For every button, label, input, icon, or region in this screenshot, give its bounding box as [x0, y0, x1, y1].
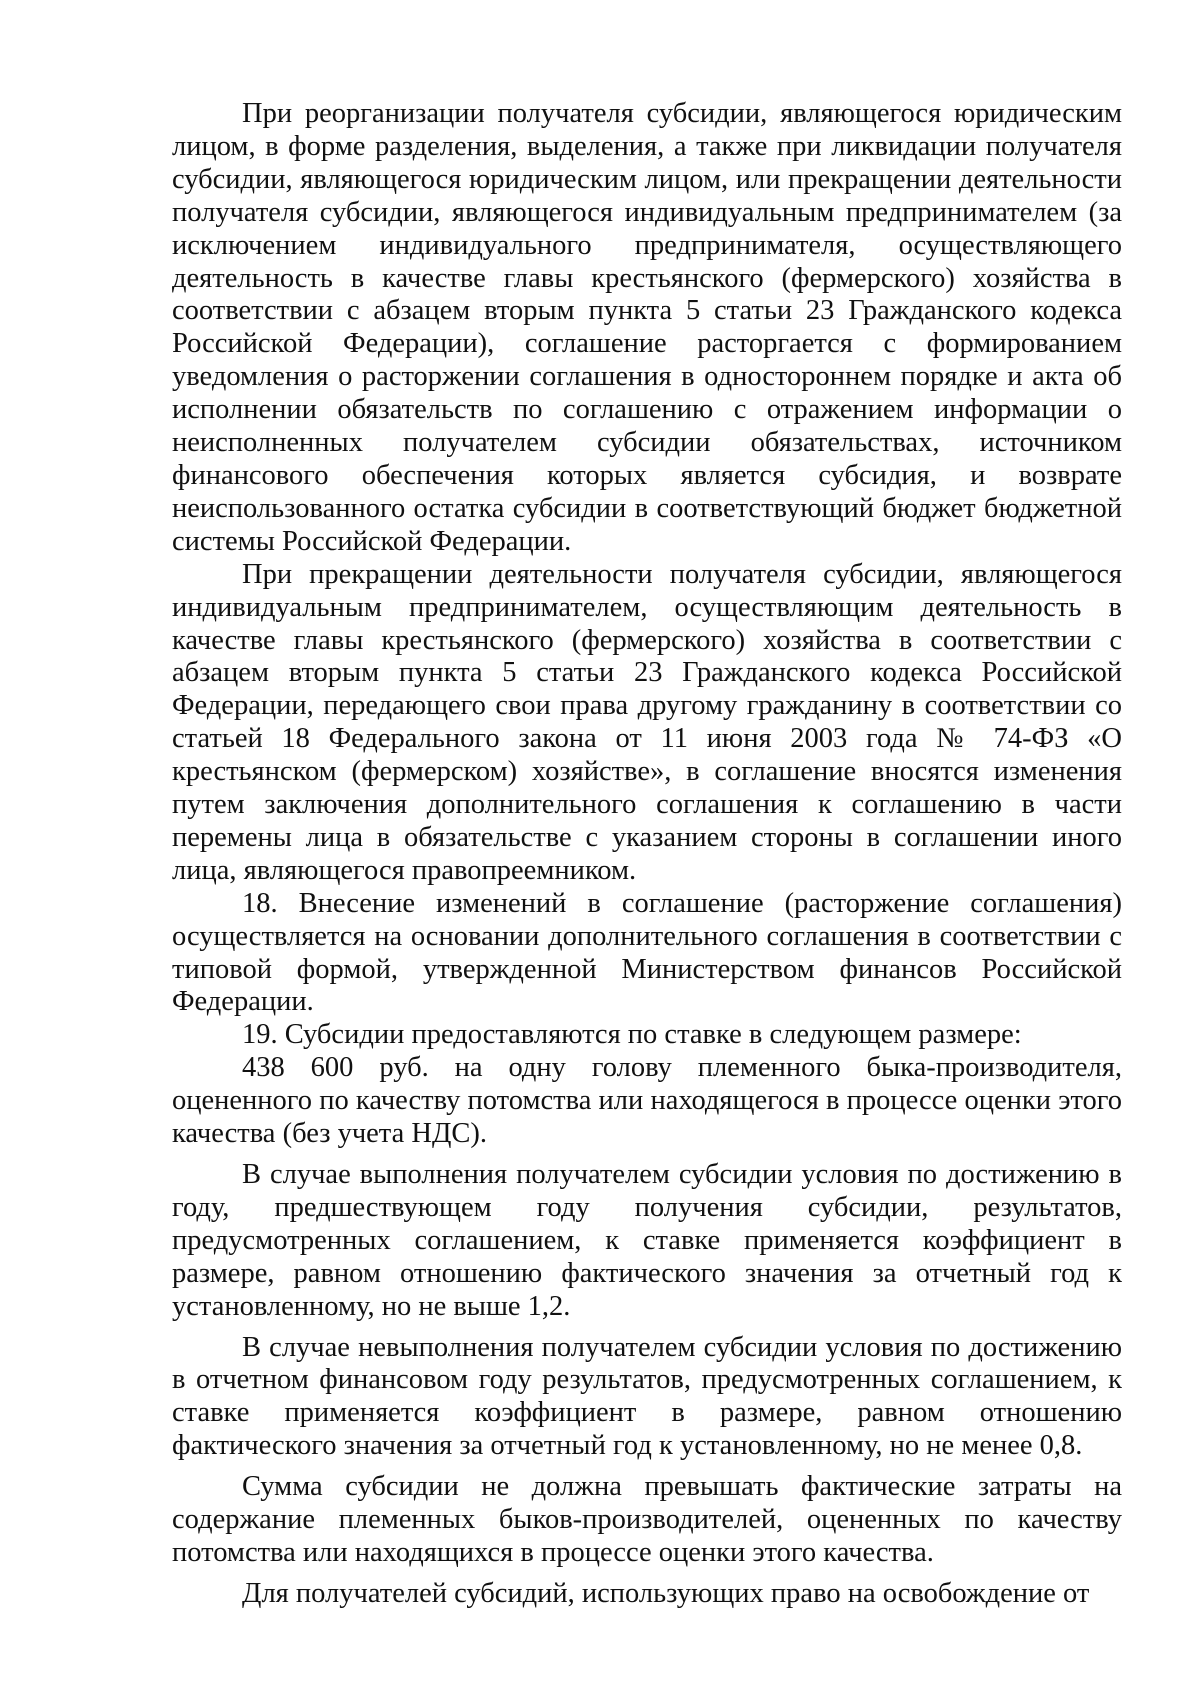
- paragraph-vat-exemption: Для получателей субсидий, использующих право на освобождение от: [242, 1577, 1090, 1609]
- paragraph-termination-farmer: При прекращении деятельности получателя субсидии, являющегося индивидуальным предпринимателем, осуществляющим деятельность в качестве главы крестьянского (фермерского) хозяйства в соответствии с абзацем вторым пункта 5 статьи 23 Гражданского кодекса Российской Федерации, передающего свои права другому гражданину в соответствии со статьей 18 Федерального закона от 11 июня 2003 года № 74-ФЗ «О крестьянском (фермерском) хозяйстве», в соглашение вносятся изменения путем заключения дополнительного соглашения к соглашению в части перемены лица в обязательстве с указанием стороны в соглашении иного лица, являющегося правопреемником.: [172, 558, 1122, 886]
- paragraph-item-18: 18. Внесение изменений в соглашение (расторжение соглашения) осуществляется на основании дополнительного соглашения в соответствии с типовой формой, утвержденной Министерством финансов Российской Федерации.: [172, 887, 1122, 1018]
- paragraph-item-19: 19. Субсидии предоставляются по ставке в следующем размере:: [242, 1019, 1022, 1051]
- paragraph-coefficient-fulfilled: В случае выполнения получателем субсидии условия по достижению в году, предшествующем году получения субсидии, результатов, предусмотренных соглашением, к ставке применяется коэффициент в размере, равном отношению фактического значения за отчетный год к установленному, но не выше 1,2.: [172, 1159, 1122, 1322]
- paragraph-subsidy-limit: Сумма субсидии не должна превышать фактические затраты на содержание племенных быков-производителей, оцененных по качеству потомства или находящихся в процессе оценки этого качества.: [172, 1471, 1122, 1568]
- paragraph-rate: 438 600 руб. на одну голову племенного быка-производителя, оцененного по качеству потомства или находящегося в процессе оценки этого качества (без учета НДС).: [172, 1052, 1122, 1150]
- document-page: [172, 98, 1122, 1611]
- paragraph-coefficient-unfulfilled: В случае невыполнения получателем субсидии условия по достижению в отчетном финансовом году результатов, предусмотренных соглашением, к ставке применяется коэффициент в размере, равном отношению фактического значения за отчетный год к установленному, но не менее 0,8.: [172, 1331, 1122, 1462]
- paragraph-reorganization: При реорганизации получателя субсидии, являющегося юридическим лицом, в форме разделения, выделения, а также при ликвидации получателя субсидии, являющегося юридическим лицом, или прекращении деятельности получателя субсидии, являющегося индивидуальным предпринимателем (за исключением индивидуального предпринимателя, осуществляющего деятельность в качестве главы крестьянского (фермерского) хозяйства в соответствии с абзацем вторым пункта 5 статьи 23 Гражданского кодекса Российской Федерации), соглашение расторгается с формированием уведомления о расторжении соглашения в одностороннем порядке и акта об исполнении обязательств по соглашению с отражением информации о неисполненных получателем субсидии обязательствах, источником финансового обеспечения которых является субсидия, и возврате неиспользованного остатка субсидии в соответствующий бюджет бюджетной системы Российской Федерации.: [172, 98, 1122, 557]
